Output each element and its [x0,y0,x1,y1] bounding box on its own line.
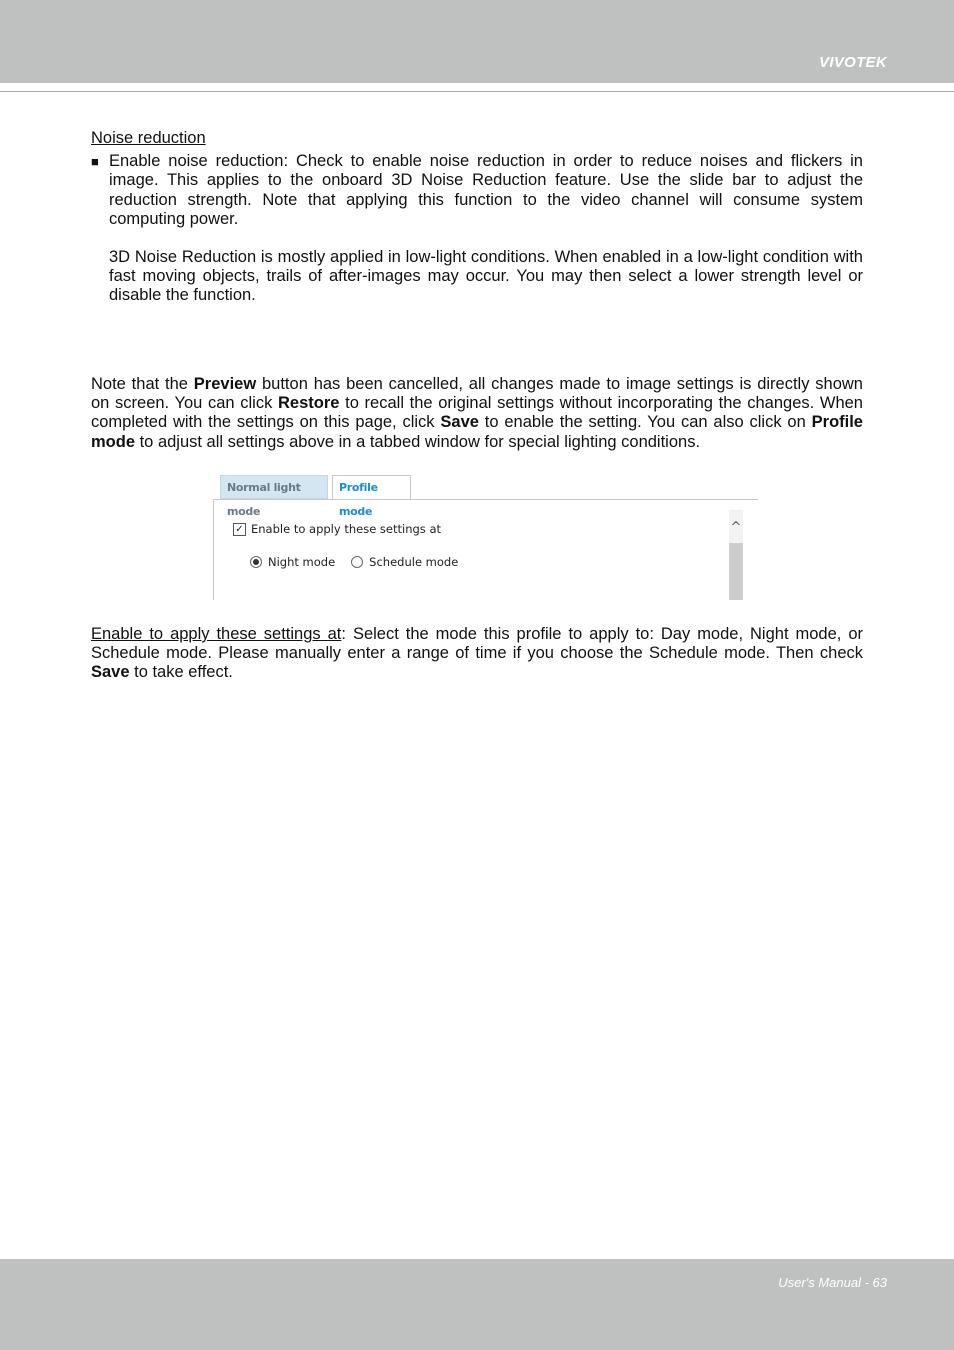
mode-radio-group [250,555,458,569]
apply-settings-paragraph: Enable to apply these settings at: Select the mode this profile to apply to: Day mode, Night mode, or Schedule mode. Please manually enter a range of time if you choose the Schedule mode. Then check Save to take effect. [91,625,863,682]
scroll-up-icon[interactable]: ^ [729,510,743,543]
brand-logo: VIVOTEK [819,54,887,71]
apply-settings-checkbox[interactable]: ✓ [233,523,246,536]
tab-divider [213,499,758,500]
section-title: Noise reduction [91,129,206,147]
noise-reduction-note: 3D Noise Reduction is mostly applied in low-light conditions. When enabled in a low-light condition with fast moving objects, trails of after-images may occur. You may then select a lower strength level or disable the function. [109,248,863,305]
bullet-square-icon: ■ [91,154,99,170]
page-footer [0,1259,954,1350]
night-mode-radio[interactable] [250,556,262,568]
page-number: User's Manual - 63 [778,1275,887,1290]
schedule-mode-label: Schedule mode [369,555,459,569]
preview-note-paragraph: Note that the Preview button has been cancelled, all changes made to image settings is directly shown on screen. You can click Restore to recall the original settings without incorporating the changes. When completed with the settings on this page, click Save to enable the setting. You can also click on Profile mode to adjust all settings above in a tabbed window for special lighting conditions. [91,375,863,451]
header-divider [0,91,954,92]
bullet-item [91,152,863,305]
panel-border [213,499,214,600]
scrollbar[interactable] [729,510,743,600]
noise-reduction-section [91,129,863,306]
schedule-mode-radio[interactable] [351,556,363,568]
scroll-thumb[interactable] [729,543,743,600]
apply-settings-label: Enable to apply these settings at [251,522,441,536]
profile-mode-screenshot [213,473,758,600]
night-mode-label: Night mode [268,555,336,569]
page-header [0,0,954,83]
bullet-text: Enable noise reduction: Check to enable noise reduction in order to reduce noises and flickers in image. This applies to the onboard 3D Noise Reduction feature. Use the slide bar to adjust the reduction strength. Note that applying this function to the video channel will consume system computing power. [109,152,863,228]
tab-profile-mode[interactable]: Profile mode [332,475,411,499]
apply-settings-row [233,522,441,536]
tab-normal-light-mode[interactable]: Normal light mode [220,475,328,499]
apply-settings-term: Enable to apply these settings at [91,625,342,643]
